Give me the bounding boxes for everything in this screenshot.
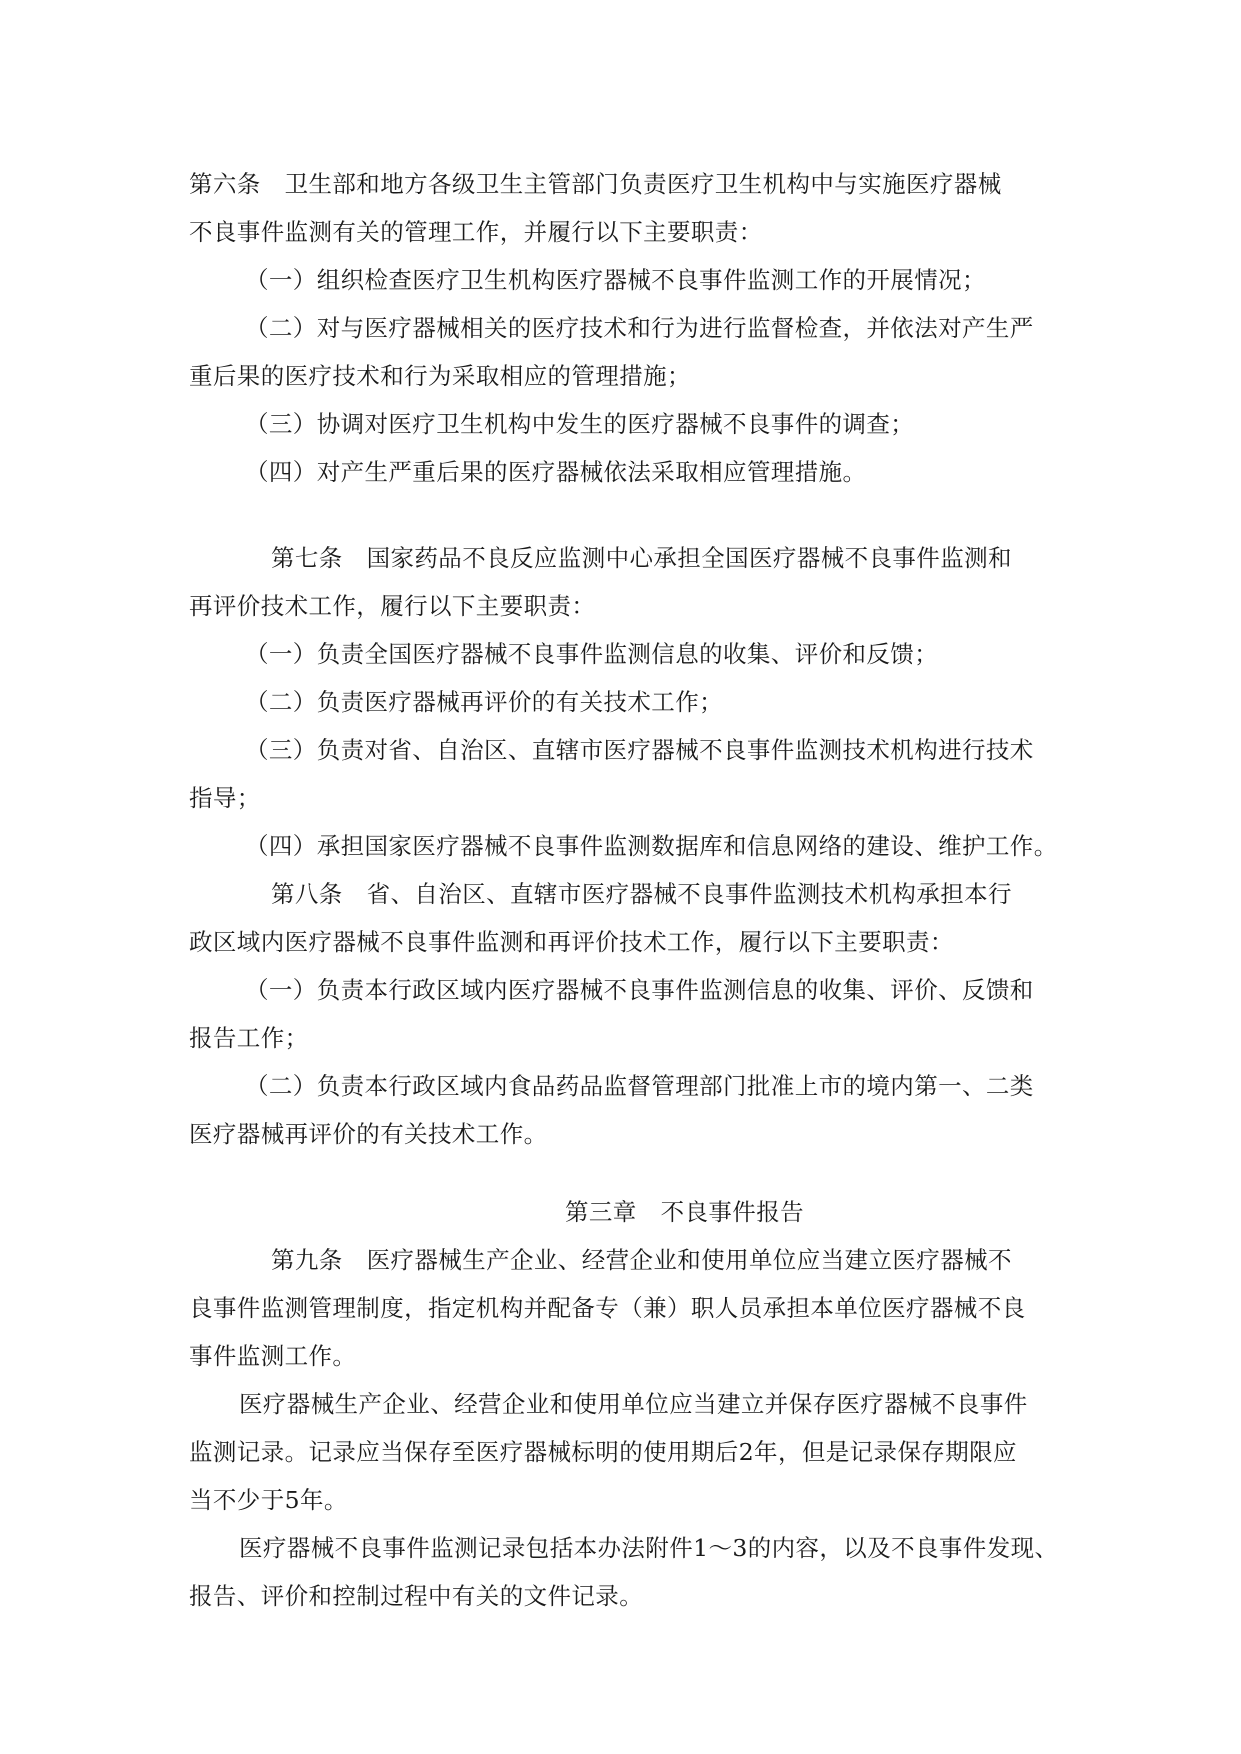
chapter-3-title: 第三章 不良事件报告 xyxy=(565,1198,804,1226)
article-7-line-2: 再评价技术工作，履行以下主要职责： xyxy=(189,592,596,620)
article-9-para-3-line-1: 医疗器械不良事件监测记录包括本办法附件1～3的内容，以及不良事件发现、 xyxy=(239,1534,1059,1562)
article-9-line-3: 事件监测工作。 xyxy=(189,1342,357,1370)
article-9-para-2-line-2: 监测记录。记录应当保存至医疗器械标明的使用期后2年，但是记录保存期限应 xyxy=(189,1438,1017,1466)
article-9-line-2: 良事件监测管理制度，指定机构并配备专（兼）职人员承担本单位医疗器械不良 xyxy=(189,1294,1026,1322)
article-6-line-1: 第六条 卫生部和地方各级卫生主管部门负责医疗卫生机构中与实施医疗器械 xyxy=(189,170,1002,198)
article-6-item-3: （三）协调对医疗卫生机构中发生的医疗器械不良事件的调查； xyxy=(245,410,915,438)
article-6-line-2: 不良事件监测有关的管理工作，并履行以下主要职责： xyxy=(189,218,763,246)
article-8-line-1: 第八条 省、自治区、直辖市医疗器械不良事件监测技术机构承担本行 xyxy=(271,880,1012,908)
article-8 xyxy=(189,870,1069,1158)
article-6-item-1: （一）组织检查医疗卫生机构医疗器械不良事件监测工作的开展情况； xyxy=(245,266,986,294)
article-9-para-2-line-3: 当不少于5年。 xyxy=(189,1486,348,1514)
article-9-line-1: 第九条 医疗器械生产企业、经营企业和使用单位应当建立医疗器械不 xyxy=(271,1246,1012,1274)
article-7-line-1: 第七条 国家药品不良反应监测中心承担全国医疗器械不良事件监测和 xyxy=(271,544,1012,572)
article-7 xyxy=(189,534,1069,870)
article-6-item-4: （四）对产生严重后果的医疗器械依法采取相应管理措施。 xyxy=(245,458,867,486)
article-6-item-2-line-1: （二）对与医疗器械相关的医疗技术和行为进行监督检查，并依法对产生严 xyxy=(245,314,1034,342)
article-8-line-2: 政区域内医疗器械不良事件监测和再评价技术工作，履行以下主要职责： xyxy=(189,928,954,956)
article-6-item-2-line-2: 重后果的医疗技术和行为采取相应的管理措施； xyxy=(189,362,691,390)
article-8-item-2-line-2: 医疗器械再评价的有关技术工作。 xyxy=(189,1120,548,1148)
document-body xyxy=(189,160,1069,1620)
article-7-item-1: （一）负责全国医疗器械不良事件监测信息的收集、评价和反馈； xyxy=(245,640,939,668)
article-8-item-1-line-2: 报告工作； xyxy=(189,1024,309,1052)
article-8-item-2-line-1: （二）负责本行政区域内食品药品监督管理部门批准上市的境内第一、二类 xyxy=(245,1072,1034,1100)
article-8-item-1-line-1: （一）负责本行政区域内医疗器械不良事件监测信息的收集、评价、反馈和 xyxy=(245,976,1034,1004)
article-6 xyxy=(189,160,1069,496)
article-9-para-3-line-2: 报告、评价和控制过程中有关的文件记录。 xyxy=(189,1582,644,1610)
article-9 xyxy=(189,1236,1069,1620)
article-7-item-3-line-1: （三）负责对省、自治区、直辖市医疗器械不良事件监测技术机构进行技术 xyxy=(245,736,1034,764)
article-7-item-4: （四）承担国家医疗器械不良事件监测数据库和信息网络的建设、维护工作。 xyxy=(245,832,1058,860)
article-9-para-2-line-1: 医疗器械生产企业、经营企业和使用单位应当建立并保存医疗器械不良事件 xyxy=(239,1390,1028,1418)
article-7-item-3-line-2: 指导； xyxy=(189,784,261,812)
article-7-item-2: （二）负责医疗器械再评价的有关技术工作； xyxy=(245,688,723,716)
